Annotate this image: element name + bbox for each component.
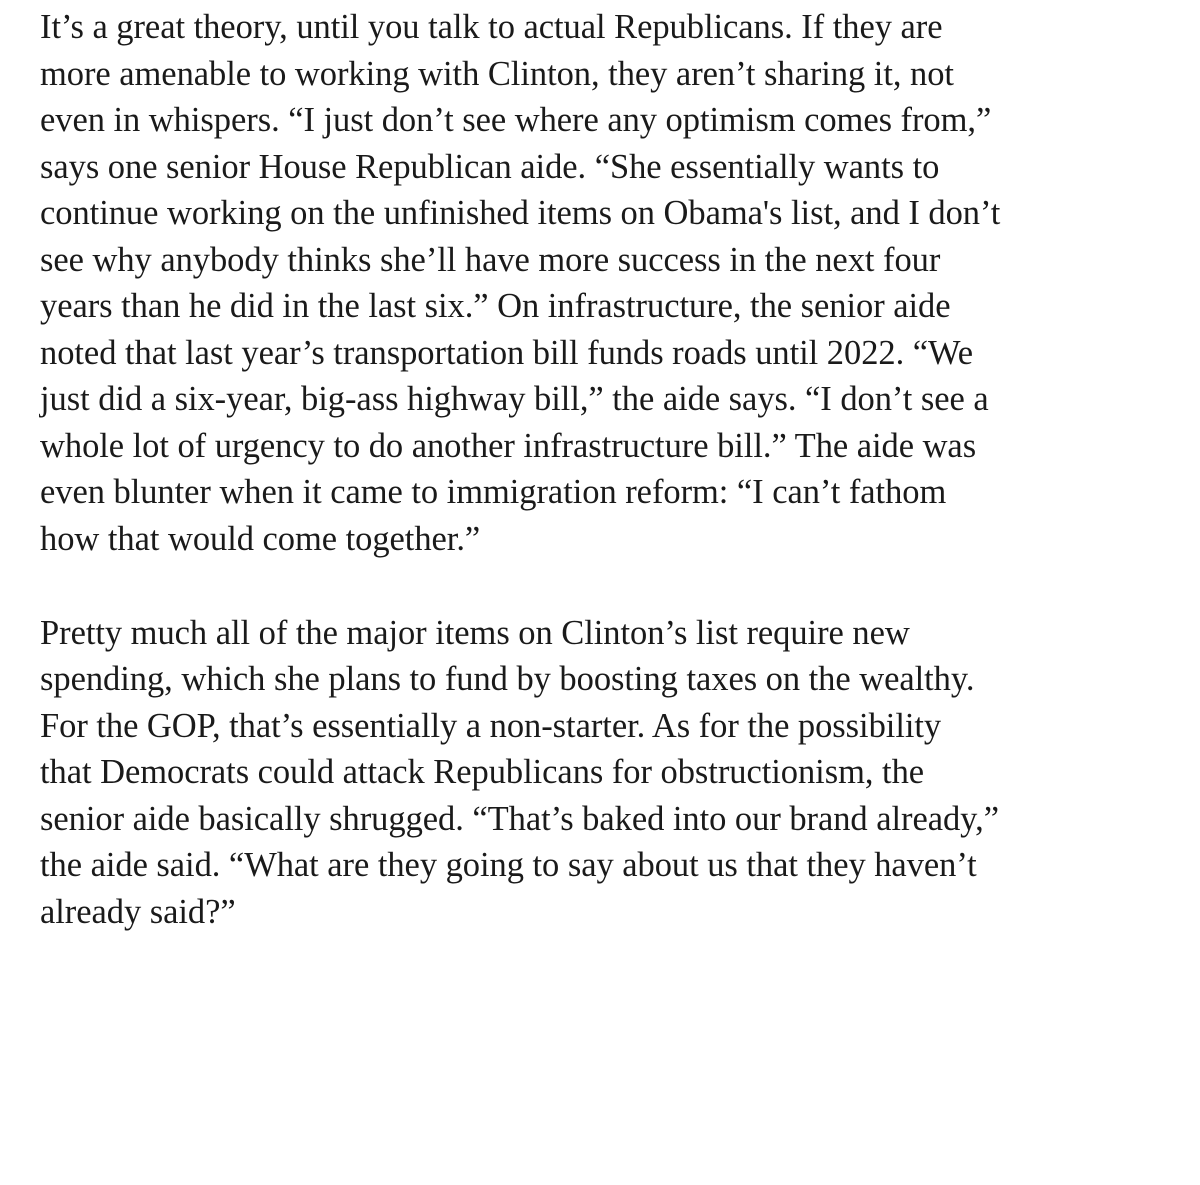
text-line: just did a six-year, big-ass highway bill,” the aide says. “I don’t see a xyxy=(40,380,989,418)
text-line: how that would come together.” xyxy=(40,519,481,558)
text-line: says one senior House Republican aide. “She essentially wants to xyxy=(40,147,940,186)
paragraph-spacer xyxy=(40,562,1190,610)
text-line: the aide said. “What are they going to say about us that they haven’t xyxy=(40,846,977,884)
text-line: already said?” xyxy=(40,892,236,931)
text-line: noted that last year’s transportation bill funds roads until 2022. “We xyxy=(40,333,974,372)
text-line: see why anybody thinks she’ll have more success in the next four xyxy=(40,240,941,279)
text-line: For the GOP, that’s essentially a non-starter. As for the possibility xyxy=(40,706,942,745)
text-line: years than he did in the last six.” On infrastructure, the senior aide xyxy=(40,287,951,325)
text-line: more amenable to working with Clinton, they aren’t sharing it, not xyxy=(40,54,954,93)
paragraph-2 xyxy=(40,610,1190,936)
text-line: Pretty much all of the major items on Clinton’s list require new xyxy=(40,613,910,652)
paragraph-1 xyxy=(40,4,1190,562)
text-line: continue working on the unfinished items on Obama's list, and I don’t xyxy=(40,194,1001,232)
text-line: senior aide basically shrugged. “That’s baked into our brand already,” xyxy=(40,799,999,838)
text-line: spending, which she plans to fund by boosting taxes on the wealthy. xyxy=(40,660,975,698)
text-line: even in whispers. “I just don’t see where any optimism comes from,” xyxy=(40,101,992,139)
text-line: even blunter when it came to immigration reform: “I can’t fathom xyxy=(40,473,947,511)
text-line: that Democrats could attack Republicans for obstructionism, the xyxy=(40,753,925,791)
article-body xyxy=(40,4,1190,935)
text-line: It’s a great theory, until you talk to actual Republicans. If they are xyxy=(40,8,943,46)
text-line: whole lot of urgency to do another infrastructure bill.” The aide was xyxy=(40,426,977,465)
